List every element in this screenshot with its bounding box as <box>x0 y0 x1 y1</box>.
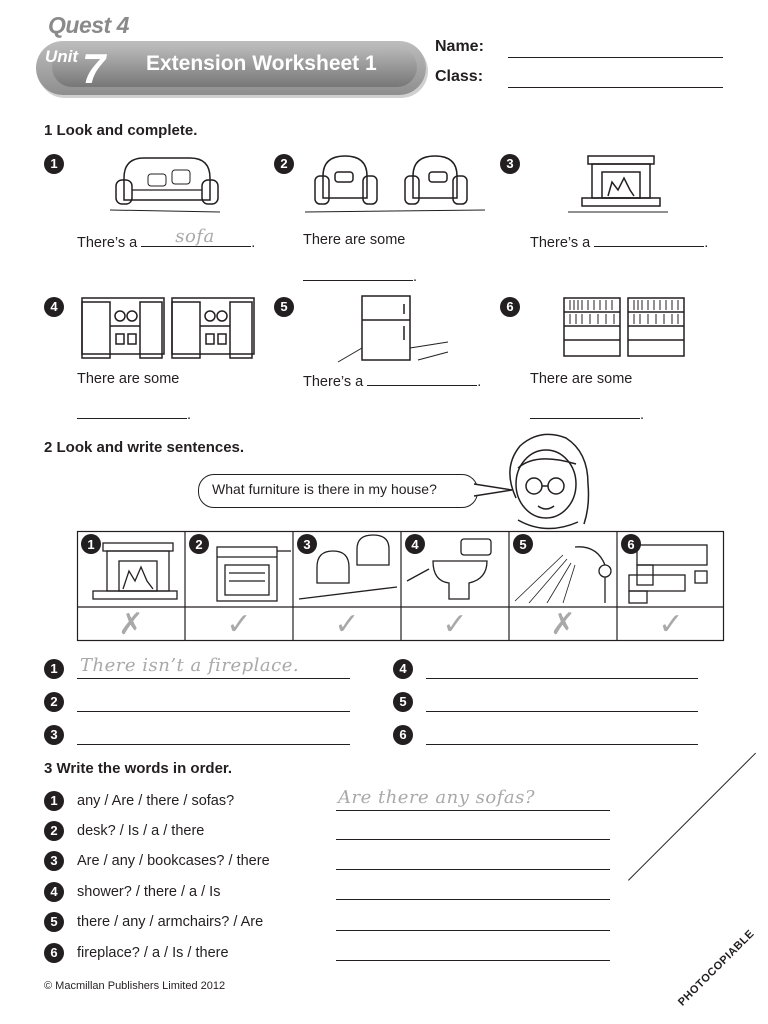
answer-line[interactable] <box>336 930 610 931</box>
scrambled-words: Are / any / bookcases? / there <box>77 853 270 869</box>
item-number: 2 <box>44 821 64 841</box>
answer-line[interactable] <box>594 232 704 247</box>
speech-bubble-tail <box>474 484 514 500</box>
scrambled-words: shower? / there / a / Is <box>77 884 221 900</box>
scrambled-words: fireplace? / a / Is / there <box>77 945 229 961</box>
copyright: © Macmillan Publishers Limited 2012 <box>44 980 226 992</box>
tick-mark: ✓ <box>334 608 360 641</box>
answer-line[interactable] <box>336 839 610 840</box>
item-number: 2 <box>274 154 294 174</box>
tick-mark: ✓ <box>226 608 252 641</box>
handwritten-answer: sofa <box>175 226 215 247</box>
answer-line[interactable] <box>426 744 698 745</box>
answer-row: . <box>77 404 191 423</box>
table-number: 1 <box>87 537 95 552</box>
handwritten-answer: There isn’t a fireplace. <box>80 655 300 676</box>
answer-line[interactable] <box>336 810 610 811</box>
item-sentence: There’s a sofa . <box>77 226 256 251</box>
item-number: 5 <box>44 912 64 932</box>
item-number: 3 <box>500 154 520 174</box>
table-number: 2 <box>195 537 203 552</box>
line-number: 1 <box>44 659 64 679</box>
answer-line[interactable] <box>77 711 350 712</box>
answer-line[interactable] <box>426 678 698 679</box>
answer-line[interactable] <box>336 869 610 870</box>
section1-heading: 1 Look and complete. <box>44 122 198 139</box>
line-number: 4 <box>393 659 413 679</box>
tick-mark: ✓ <box>658 608 684 641</box>
answer-line[interactable] <box>77 404 187 419</box>
answer-line[interactable] <box>530 404 640 419</box>
table-number: 5 <box>519 537 527 552</box>
item-sentence: There’s a . <box>530 232 708 251</box>
handwritten-answer: Are there any sofas? <box>338 787 536 808</box>
item-number: 4 <box>44 882 64 902</box>
class-field[interactable] <box>508 87 723 88</box>
section3-heading: 3 Write the words in order. <box>44 760 233 777</box>
fridge-picture <box>338 292 450 364</box>
girl-illustration <box>488 428 600 532</box>
item-number: 1 <box>44 791 64 811</box>
table-number: 4 <box>411 537 419 552</box>
answer-line[interactable] <box>426 711 698 712</box>
cross-mark: ✗ <box>118 608 144 641</box>
item-sentence: There are some <box>77 371 180 387</box>
item-number: 5 <box>274 297 294 317</box>
line-number: 2 <box>44 692 64 712</box>
answer-line[interactable] <box>303 266 413 281</box>
line-number: 5 <box>393 692 413 712</box>
unit-label: Unit <box>45 47 79 66</box>
class-label: Class: <box>435 68 484 85</box>
fireplace-picture <box>568 152 668 218</box>
line-number: 3 <box>44 725 64 745</box>
bookcases-picture <box>536 294 710 360</box>
scrambled-words: any / Are / there / sofas? <box>77 793 235 809</box>
item-sentence: There are some <box>303 232 406 248</box>
cupboards-picture <box>80 294 258 364</box>
armchairs-picture <box>305 152 485 220</box>
photocopiable-rule <box>628 753 756 881</box>
answer-line[interactable] <box>77 744 350 745</box>
tick-mark: ✓ <box>442 608 468 641</box>
item-number: 6 <box>500 297 520 317</box>
table-number: 6 <box>627 537 635 552</box>
scrambled-words: there / any / armchairs? / Are <box>77 914 264 930</box>
line-number: 6 <box>393 725 413 745</box>
table-number: 3 <box>303 537 311 552</box>
photocopiable-label: PHOTOCOPIABLE <box>676 927 757 1009</box>
worksheet-title: Extension Worksheet 1 <box>146 52 377 75</box>
answer-line[interactable] <box>336 899 610 900</box>
item-sentence: There are some <box>530 371 633 387</box>
name-label: Name: <box>435 38 484 55</box>
scrambled-words: desk? / Is / a / there <box>77 823 205 839</box>
item-number: 6 <box>44 943 64 963</box>
item-number: 1 <box>44 154 64 174</box>
unit-number: 7 <box>82 45 106 92</box>
answer-row: . <box>303 266 417 285</box>
cross-mark: ✗ <box>550 608 576 641</box>
brand-title: Quest 4 <box>48 12 129 38</box>
answer-row: . <box>530 404 644 423</box>
answer-line[interactable] <box>367 371 477 386</box>
section2-heading: 2 Look and write sentences. <box>44 439 245 456</box>
answer-line[interactable] <box>336 960 610 961</box>
name-field[interactable] <box>508 57 723 58</box>
item-sentence: There’s a . <box>303 371 481 390</box>
item-number: 3 <box>44 851 64 871</box>
speech-text: What furniture is there in my house? <box>212 481 437 497</box>
answer-line[interactable] <box>77 678 350 679</box>
sofa-picture <box>110 150 220 220</box>
item-number: 4 <box>44 297 64 317</box>
